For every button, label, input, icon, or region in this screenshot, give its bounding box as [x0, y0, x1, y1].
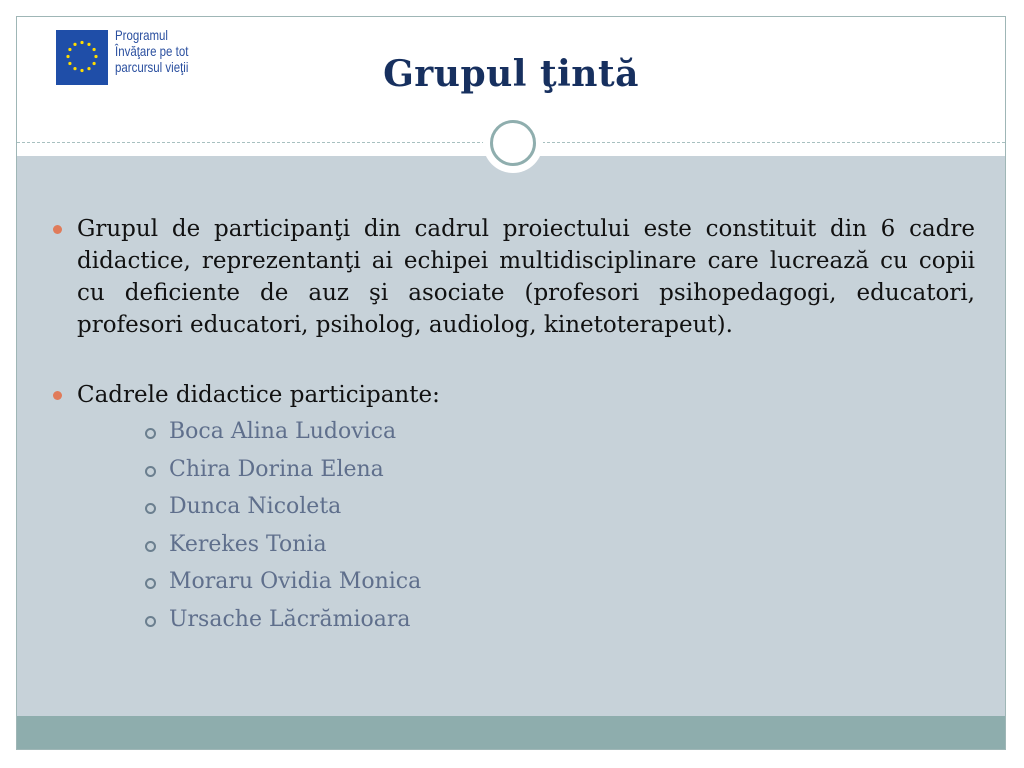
participant-list — [145, 413, 975, 638]
participant-name: Moraru Ovidia Monica — [169, 569, 422, 594]
participant-name: Kerekes Tonia — [169, 531, 327, 557]
participant-name: Dunca Nicoleta — [169, 494, 342, 519]
participant-name: Chira Dorina Elena — [169, 456, 384, 482]
participant-item — [145, 488, 975, 526]
participant-name: Ursache Lăcrămioara — [169, 606, 411, 632]
bullet-list — [53, 213, 975, 676]
bullet-text: Grupul de participanţi din cadrul proiectului este constituit din 6 cadre didactice, reprezentanţi ai echipei multidisciplinare care lucrează cu copii cu deficiente de auz şi asociate (profesori psihopedagogi, educatori, profesori educatori, psiholog, audiolog, kinetoterapeut). — [77, 216, 975, 338]
bullet-dot-icon — [53, 391, 62, 400]
bullet-text: Cadrele didactice participante: — [77, 382, 440, 408]
participant-item — [145, 526, 975, 564]
ring-bullet-icon — [145, 503, 156, 514]
logo-line-2: Învăţare pe tot — [115, 43, 189, 59]
participant-item — [145, 563, 975, 601]
ring-bullet-icon — [145, 616, 156, 627]
bullet-item-target-group — [53, 213, 975, 341]
bullet-item-participants — [53, 379, 975, 638]
divider-circle-ornament — [483, 113, 543, 173]
ring-bullet-icon — [145, 466, 156, 477]
ring-bullet-icon — [145, 428, 156, 439]
participant-item — [145, 451, 975, 489]
slide-title: Grupul ţintă — [383, 53, 639, 95]
ring-bullet-icon — [145, 541, 156, 552]
logo-line-3: parcursul vieţii — [115, 59, 189, 75]
footer-band — [17, 716, 1005, 750]
participant-name: Boca Alina Ludovica — [169, 419, 397, 444]
participant-item — [145, 413, 975, 451]
slide — [16, 16, 1006, 750]
participant-item — [145, 601, 975, 639]
ornament-ring — [490, 120, 536, 166]
bullet-dot-icon — [53, 225, 62, 234]
logo-line-1: Programul — [115, 27, 168, 43]
ring-bullet-icon — [145, 578, 156, 589]
content-area — [17, 156, 1005, 716]
